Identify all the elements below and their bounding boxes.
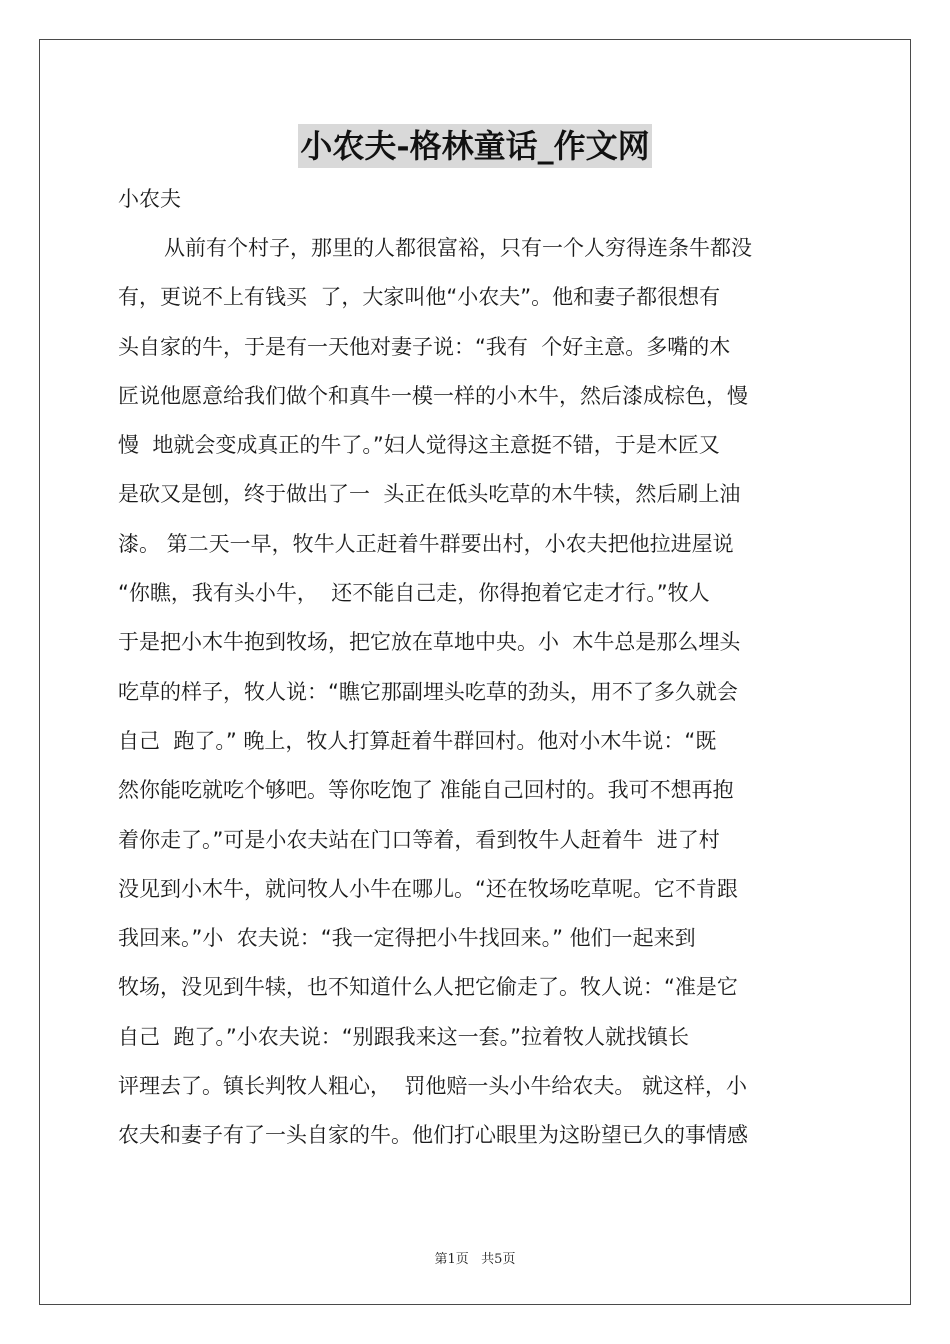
body-line: 吃草的样子，牧人说：“瞧它那副埋头吃草的劲头，用不了多久就会 bbox=[118, 679, 738, 704]
body-line: 然你能吃就吃个够吧。等你吃饱了 准能自己回村的。我可不想再抱 bbox=[118, 778, 734, 803]
body-line: 着你走了。”可是小农夫站在门口等着，看到牧牛人赶着牛 进了村 bbox=[118, 827, 720, 852]
page-number-footer: 第1页 共5页 bbox=[434, 1252, 516, 1267]
body-line: 没见到小木牛，就问牧人小牛在哪儿。“还在牧场吃草呢。它不肯跟 bbox=[118, 876, 738, 901]
title-container bbox=[0, 124, 950, 168]
body-line: 牧场，没见到牛犊，也不知道什么人把它偷走了。牧人说：“准是它 bbox=[118, 975, 738, 1000]
body-line: 我回来。”小 农夫说：“我一定得把小牛找回来。” 他们一起来到 bbox=[118, 926, 696, 951]
body-line: 农夫和妻子有了一头自家的牛。他们打心眼里为这盼望已久的事情感 bbox=[118, 1123, 748, 1148]
body-line: 头自家的牛，于是有一天他对妻子说：“我有 个好主意。多嘴的木 bbox=[118, 334, 731, 359]
body-line: 于是把小木牛抱到牧场，把它放在草地中央。小 木牛总是那么埋头 bbox=[118, 630, 741, 655]
body-line: 有，更说不上有钱买 了，大家叫他“小农夫”。他和妻子都很想有 bbox=[118, 285, 721, 310]
body-line: “你瞧，我有头小牛， 还不能自己走，你得抱着它走才行。”牧人 bbox=[118, 581, 710, 606]
body-line: 从前有个村子，那里的人都很富裕，只有一个人穷得连条牛都没 bbox=[164, 236, 752, 260]
body-text bbox=[118, 227, 838, 1164]
document-title: 小农夫-格林童话_作文网 bbox=[298, 124, 651, 168]
body-line: 慢 地就会变成真正的牛了。”妇人觉得这主意挺不错，于是木匠又 bbox=[118, 433, 720, 458]
body-line: 是砍又是刨，终于做出了一 头正在低头吃草的木牛犊，然后刷上油 bbox=[118, 482, 741, 507]
document-subtitle: 小农夫 bbox=[118, 187, 181, 211]
body-line: 评理去了。镇长判牧人粗心， 罚他赔一头小牛给农夫。 就这样，小 bbox=[118, 1074, 748, 1099]
body-line: 自己 跑了。”小农夫说：“别跟我来这一套。”拉着牧人就找镇长 bbox=[118, 1024, 689, 1049]
body-line: 匠说他愿意给我们做个和真牛一模一样的小木牛，然后漆成棕色，慢 bbox=[118, 383, 748, 408]
body-line: 自己 跑了。” 晚上，牧人打算赶着牛群回村。他对小木牛说：“既 bbox=[118, 728, 717, 753]
body-line: 漆。 第二天一早，牧牛人正赶着牛群要出村，小农夫把他拉进屋说 bbox=[118, 531, 734, 556]
